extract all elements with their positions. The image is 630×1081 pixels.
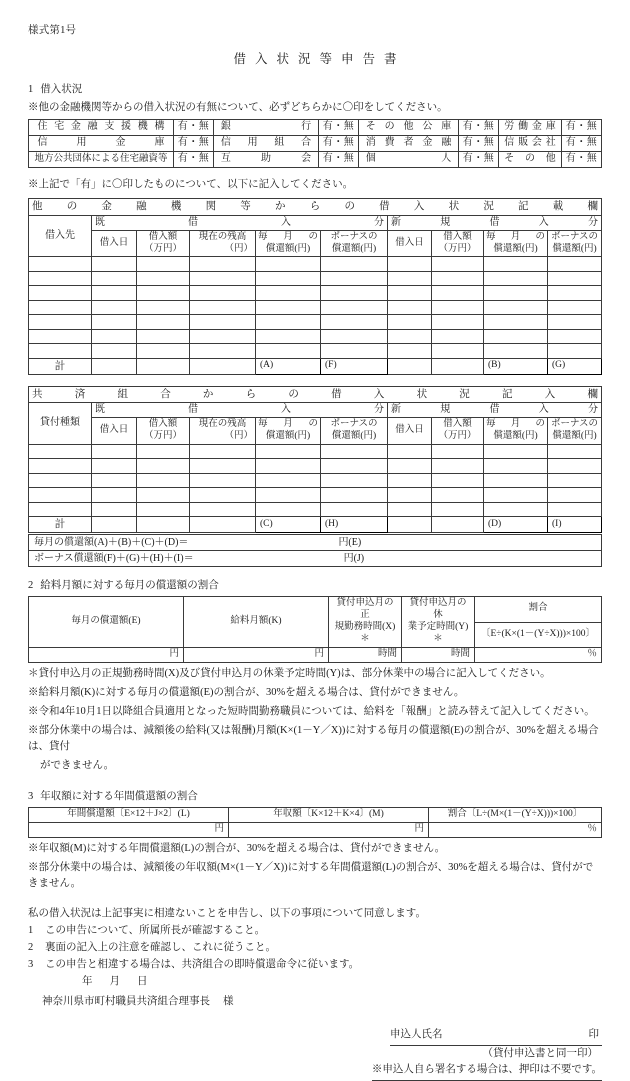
section2-note-0: ＊貸付申込月の正規勤務時間(X)及び貸付申込月の休業予定時間(Y)は、部分休業中の場合に記入してください。 xyxy=(28,667,551,679)
income-ratio-input[interactable]: ％ xyxy=(429,823,602,838)
entry-cell[interactable] xyxy=(321,473,388,488)
total-new-bonus[interactable]: (I) xyxy=(548,517,602,533)
entry-cell[interactable] xyxy=(432,271,484,286)
existing-group-header: 既借入分 xyxy=(92,402,388,418)
entry-cell[interactable] xyxy=(484,286,548,301)
institution-cell: 銀行 xyxy=(214,120,319,136)
table-row xyxy=(29,459,602,474)
entry-cell[interactable] xyxy=(388,300,432,315)
total-cell xyxy=(92,517,137,533)
entry-cell[interactable] xyxy=(29,444,92,459)
entry-cell[interactable] xyxy=(321,257,388,272)
ratio-formula-header: 〔E÷(K×(1－(Y÷X)))×100〕 xyxy=(475,622,602,647)
total-cell xyxy=(388,358,432,374)
table-row xyxy=(29,823,602,838)
entry-cell[interactable] xyxy=(29,473,92,488)
column-header: ボーナスの 償還額(円) xyxy=(548,418,602,444)
have-none-cell[interactable]: 有・無 xyxy=(459,120,499,136)
new-group-header: 新規借入分 xyxy=(388,215,602,231)
closing-item-number: 2 xyxy=(28,941,34,953)
entry-cell[interactable] xyxy=(432,329,484,344)
entry-cell[interactable] xyxy=(321,502,388,517)
entry-cell[interactable] xyxy=(388,286,432,301)
entry-cell[interactable] xyxy=(484,444,548,459)
entry-cell[interactable] xyxy=(190,257,256,272)
seal-label: 印 xyxy=(588,1028,599,1040)
table-row xyxy=(29,199,602,215)
entry-cell[interactable] xyxy=(484,329,548,344)
table-row xyxy=(29,315,602,330)
entry-cell[interactable] xyxy=(432,502,484,517)
entry-cell[interactable] xyxy=(137,286,190,301)
entry-cell[interactable] xyxy=(92,488,137,503)
section2-note-1: ※給料月額(K)に対する毎月の償還額(E)の割合が、30%を超える場合は、貸付ができません。 xyxy=(28,686,465,698)
entry-cell[interactable] xyxy=(388,315,432,330)
entry-cell[interactable] xyxy=(256,329,321,344)
entry-cell[interactable] xyxy=(256,271,321,286)
ratio-title-header: 割合 xyxy=(475,597,602,622)
column-header: ボーナスの 償還額(円) xyxy=(321,231,388,257)
entry-cell[interactable] xyxy=(388,257,432,272)
institution-cell: 労働金庫 xyxy=(499,120,562,136)
total-new-bonus[interactable]: (G) xyxy=(548,358,602,374)
entry-cell[interactable] xyxy=(548,444,602,459)
bonus-sum-value: 円(J) xyxy=(343,552,365,564)
institution-have-none-table xyxy=(28,119,602,168)
entry-cell[interactable] xyxy=(190,286,256,301)
table-row xyxy=(29,444,602,459)
entry-cell[interactable] xyxy=(92,257,137,272)
entry-cell[interactable] xyxy=(484,344,548,359)
regular-hours-input[interactable]: 時間 xyxy=(329,647,402,662)
table-row xyxy=(29,517,602,533)
entry-cell[interactable] xyxy=(92,271,137,286)
entry-cell[interactable] xyxy=(321,488,388,503)
entry-cell[interactable] xyxy=(190,315,256,330)
entry-cell[interactable] xyxy=(432,300,484,315)
annual-repayment-header: 年間償還額〔E×12＋J×2〕(L) xyxy=(29,808,229,823)
section3-note-0: ※年収額(M)に対する年間償還額(L)の割合が、30%を超える場合は、貸付ができません。 xyxy=(28,843,446,855)
closing-item-text: この申告について、所属所長が確認すること。 xyxy=(45,924,266,936)
institution-cell: その他 xyxy=(499,152,562,168)
entry-cell[interactable] xyxy=(29,315,92,330)
entry-cell[interactable] xyxy=(388,444,432,459)
total-label: 計 xyxy=(29,358,92,374)
table-row xyxy=(29,300,602,315)
entry-cell[interactable] xyxy=(92,459,137,474)
form-number: 様式第1号 xyxy=(28,25,77,36)
table-row xyxy=(29,473,602,488)
total-cell xyxy=(137,517,190,533)
entry-cell[interactable] xyxy=(548,286,602,301)
entry-cell[interactable] xyxy=(92,300,137,315)
entry-cell[interactable] xyxy=(137,315,190,330)
entry-cell[interactable] xyxy=(432,444,484,459)
income-ratio-table xyxy=(28,807,602,838)
column-header: 借入額 （万円） xyxy=(432,418,484,444)
column-header: 借入額 （万円） xyxy=(137,231,190,257)
entry-cell[interactable] xyxy=(388,459,432,474)
have-none-cell[interactable]: 有・無 xyxy=(174,136,214,152)
column-header: 借入額 （万円） xyxy=(432,231,484,257)
entry-cell[interactable] xyxy=(432,315,484,330)
total-cell xyxy=(432,517,484,533)
entry-cell[interactable] xyxy=(137,444,190,459)
bonus-sum-cell xyxy=(29,551,602,567)
entry-cell[interactable] xyxy=(388,329,432,344)
monthly-sum-label: 毎月の償還額(A)＋(B)＋(C)＋(D)＝ xyxy=(34,536,189,548)
party-header: 借入先 xyxy=(29,215,92,257)
date-line[interactable] xyxy=(28,973,602,990)
income-ratio-header: 割合〔L÷(M×(1－(Y÷X)))×100〕 xyxy=(429,808,602,823)
entry-cell[interactable] xyxy=(548,344,602,359)
entry-cell[interactable] xyxy=(92,329,137,344)
entry-cell[interactable] xyxy=(137,459,190,474)
entry-cell[interactable] xyxy=(190,502,256,517)
entry-cell[interactable] xyxy=(190,271,256,286)
table-row xyxy=(29,402,602,418)
addressee-name: 神奈川県市町村職員共済組合理事長 xyxy=(42,995,210,1007)
closing-intro: 私の借入状況は上記事実に相違ないことを申告し、以下の事項について同意します。 xyxy=(28,907,426,919)
have-none-cell[interactable]: 有・無 xyxy=(562,136,602,152)
table-row xyxy=(29,329,602,344)
section3-note-1: ※部分休業中の場合は、減額後の年収額(M×(1－Y／X))に対する年間償還額(L)の割合が、30%を超える場合は、貸付ができません。 xyxy=(28,862,594,889)
total-existing-bonus[interactable]: (F) xyxy=(321,358,388,374)
table-row xyxy=(29,152,602,168)
entry-cell[interactable] xyxy=(321,459,388,474)
entry-cell[interactable] xyxy=(256,488,321,503)
addressee-line xyxy=(28,993,602,1010)
column-header: 毎月の 償還額(円) xyxy=(484,231,548,257)
entry-cell[interactable] xyxy=(92,286,137,301)
entry-cell[interactable] xyxy=(388,488,432,503)
section1-heading xyxy=(28,81,602,96)
entry-cell[interactable] xyxy=(484,473,548,488)
applicant-name-row xyxy=(28,1027,602,1046)
salary-ratio-table xyxy=(28,596,602,663)
date-year-label: 年 xyxy=(82,975,93,987)
entry-cell[interactable] xyxy=(548,271,602,286)
table-row xyxy=(29,535,602,551)
entry-cell[interactable] xyxy=(484,502,548,517)
entry-cell[interactable] xyxy=(432,286,484,301)
section3-heading xyxy=(28,788,602,803)
closing-item-number: 3 xyxy=(28,958,34,970)
column-header: 毎月の 償還額(円) xyxy=(256,418,321,444)
section2-number: 2 xyxy=(28,580,34,592)
addressee-honorific: 様 xyxy=(223,995,234,1007)
institution-cell: 住宅金融支援機構 xyxy=(29,120,174,136)
table-row xyxy=(29,386,602,402)
entry-cell[interactable] xyxy=(484,459,548,474)
entry-cell[interactable] xyxy=(432,473,484,488)
entry-cell[interactable] xyxy=(321,444,388,459)
section3-number: 3 xyxy=(28,791,34,803)
entry-cell[interactable] xyxy=(137,344,190,359)
have-none-cell[interactable]: 有・無 xyxy=(562,120,602,136)
entry-cell[interactable] xyxy=(29,286,92,301)
entry-cell[interactable] xyxy=(256,473,321,488)
table-row xyxy=(29,286,602,301)
table-row xyxy=(29,344,602,359)
column-header: 借入日 xyxy=(92,231,137,257)
institution-cell: 互助会 xyxy=(214,152,319,168)
entry-cell[interactable] xyxy=(256,459,321,474)
entry-cell[interactable] xyxy=(321,300,388,315)
entry-cell[interactable] xyxy=(137,473,190,488)
seal-note: （貸付申込書と同一印） xyxy=(482,1047,598,1059)
entry-cell[interactable] xyxy=(29,459,92,474)
column-header: 借入日 xyxy=(92,418,137,444)
monthly-repayment-header: 毎月の償還額(E) xyxy=(29,597,184,648)
applicant-name-label: 申込人氏名 xyxy=(390,1028,443,1040)
total-existing-monthly[interactable]: (C) xyxy=(256,517,321,533)
existing-group-header: 既借入分 xyxy=(92,215,388,231)
new-group-header: 新規借入分 xyxy=(388,402,602,418)
column-header: 借入額 （万円） xyxy=(137,418,190,444)
entry-cell[interactable] xyxy=(548,300,602,315)
entry-cell[interactable] xyxy=(190,444,256,459)
salary-month-input[interactable]: 円 xyxy=(184,647,329,662)
table-row xyxy=(29,271,602,286)
entry-cell[interactable] xyxy=(29,271,92,286)
entry-cell[interactable] xyxy=(29,488,92,503)
entry-cell[interactable] xyxy=(190,459,256,474)
section2-title: 給料月額に対する毎月の償還額の割合 xyxy=(40,580,219,592)
entry-cell[interactable] xyxy=(321,344,388,359)
institution-cell: 地方公共団体による住宅融資等 xyxy=(29,152,174,168)
signature-note-row xyxy=(28,1062,602,1081)
closing-item xyxy=(28,956,602,973)
entry-cell[interactable] xyxy=(388,344,432,359)
have-none-cell[interactable]: 有・無 xyxy=(459,136,499,152)
closing-item-number: 1 xyxy=(28,924,34,936)
entry-cell[interactable] xyxy=(137,488,190,503)
total-cell xyxy=(432,358,484,374)
entry-cell[interactable] xyxy=(92,444,137,459)
entry-cell[interactable] xyxy=(548,315,602,330)
have-none-cell[interactable]: 有・無 xyxy=(174,152,214,168)
table-row xyxy=(29,488,602,503)
column-header: 借入日 xyxy=(388,231,432,257)
total-cell xyxy=(92,358,137,374)
have-none-cell[interactable]: 有・無 xyxy=(174,120,214,136)
entry-cell[interactable] xyxy=(432,257,484,272)
table-row xyxy=(29,808,602,823)
entry-cell[interactable] xyxy=(548,257,602,272)
entry-cell[interactable] xyxy=(256,502,321,517)
spacer xyxy=(28,777,602,788)
entry-cell[interactable] xyxy=(256,344,321,359)
date-day-label: 日 xyxy=(137,975,148,987)
entry-cell[interactable] xyxy=(484,271,548,286)
annual-repayment-input[interactable]: 円 xyxy=(29,823,229,838)
entry-cell[interactable] xyxy=(321,329,388,344)
table-row xyxy=(29,215,602,231)
total-cell xyxy=(137,358,190,374)
date-month-label: 月 xyxy=(109,975,120,987)
party-header: 貸付種類 xyxy=(29,402,92,444)
annual-income-input[interactable]: 円 xyxy=(229,823,429,838)
monthly-sum-cell xyxy=(29,535,602,551)
entry-cell[interactable] xyxy=(190,300,256,315)
entry-cell[interactable] xyxy=(548,329,602,344)
signature-note: ※申込人自ら署名する場合は、押印は不要です。 xyxy=(372,1062,602,1081)
total-label: 計 xyxy=(29,517,92,533)
total-cell xyxy=(388,517,432,533)
column-header: 現在の残高 （円） xyxy=(190,231,256,257)
section1-number: 1 xyxy=(28,84,34,95)
entry-cell[interactable] xyxy=(484,300,548,315)
section1-note-after: ※上記で「有」に〇印したものについて、以下に記入してください。 xyxy=(28,179,354,191)
table-row xyxy=(29,647,602,662)
column-header: 毎月の 償還額(円) xyxy=(484,418,548,444)
section1-note: ※他の金融機関等からの借入状況の有無について、必ずどちらかに〇印をしてください。 xyxy=(28,102,448,113)
entry-cell[interactable] xyxy=(256,257,321,272)
entry-cell[interactable] xyxy=(256,300,321,315)
have-none-cell[interactable]: 有・無 xyxy=(562,152,602,168)
entry-cell[interactable] xyxy=(29,502,92,517)
institution-cell: 信販会社 xyxy=(499,136,562,152)
section3-title: 年収額に対する年間償還額の割合 xyxy=(40,791,198,803)
entry-cell[interactable] xyxy=(137,300,190,315)
total-cell xyxy=(190,358,256,374)
entry-cell[interactable] xyxy=(321,315,388,330)
column-header: 毎月の 償還額(円) xyxy=(256,231,321,257)
entry-cell[interactable] xyxy=(137,271,190,286)
entry-cell[interactable] xyxy=(29,300,92,315)
entry-cell[interactable] xyxy=(256,286,321,301)
entry-cell[interactable] xyxy=(256,315,321,330)
entry-cell[interactable] xyxy=(388,473,432,488)
table-row xyxy=(29,358,602,374)
have-none-cell[interactable]: 有・無 xyxy=(319,152,359,168)
entry-cell[interactable] xyxy=(29,344,92,359)
section2-note-4: ができません。 xyxy=(40,759,115,771)
table-row xyxy=(29,120,602,136)
entry-cell[interactable] xyxy=(548,488,602,503)
column-header: ボーナスの 償還額(円) xyxy=(321,418,388,444)
table-row xyxy=(29,136,602,152)
annual-income-header: 年収額〔K×12＋K×4〕(M) xyxy=(229,808,429,823)
have-none-cell[interactable]: 有・無 xyxy=(319,136,359,152)
entry-cell[interactable] xyxy=(548,502,602,517)
column-header: ボーナスの 償還額(円) xyxy=(548,231,602,257)
institution-cell: 消費者金融 xyxy=(359,136,459,152)
other-institutions-loan-table xyxy=(28,198,602,374)
entry-cell[interactable] xyxy=(92,315,137,330)
bonus-sum-label: ボーナス償還額(F)＋(G)＋(H)＋(I)＝ xyxy=(34,552,194,564)
kyosai-loan-table xyxy=(28,386,602,533)
signature-block xyxy=(28,1027,602,1081)
entry-cell[interactable] xyxy=(432,344,484,359)
sum-lines-table xyxy=(28,534,602,567)
entry-cell[interactable] xyxy=(321,286,388,301)
institution-cell: 個人 xyxy=(359,152,459,168)
institution-cell: 信用組合 xyxy=(214,136,319,152)
total-existing-monthly[interactable]: (A) xyxy=(256,358,321,374)
entry-cell[interactable] xyxy=(190,344,256,359)
section2-heading xyxy=(28,577,602,592)
institution-cell: 信用金庫 xyxy=(29,136,174,152)
entry-cell[interactable] xyxy=(388,271,432,286)
entry-cell[interactable] xyxy=(190,473,256,488)
regular-hours-header: 貸付申込月の正 規勤務時間(X)＊ xyxy=(329,597,402,648)
entry-cell[interactable] xyxy=(29,329,92,344)
entry-cell[interactable] xyxy=(92,344,137,359)
have-none-cell[interactable]: 有・無 xyxy=(319,120,359,136)
table-row xyxy=(29,257,602,272)
have-none-cell[interactable]: 有・無 xyxy=(459,152,499,168)
table-row xyxy=(29,231,602,257)
total-cell xyxy=(190,517,256,533)
closing-item-text: 裏面の記入上の注意を確認し、これに従うこと。 xyxy=(45,941,276,953)
entry-cell[interactable] xyxy=(190,488,256,503)
institution-cell: その他公庫 xyxy=(359,120,459,136)
entry-cell[interactable] xyxy=(137,257,190,272)
entry-cell[interactable] xyxy=(484,257,548,272)
column-header: 現在の残高 （円） xyxy=(190,418,256,444)
total-new-monthly[interactable]: (B) xyxy=(484,358,548,374)
closing-item xyxy=(28,922,602,939)
entry-cell[interactable] xyxy=(484,488,548,503)
entry-cell[interactable] xyxy=(190,329,256,344)
column-header: 借入日 xyxy=(388,418,432,444)
entry-cell[interactable] xyxy=(432,459,484,474)
entry-cell[interactable] xyxy=(321,271,388,286)
section2-note-2: ※令和4年10月1日以降組合員適用となった短時間勤務職員については、給料を「報酬」と読み替えて記入してください。 xyxy=(28,706,595,718)
closing-item-text: この申告と相違する場合は、共済組合の即時償還命令に従います。 xyxy=(45,958,360,970)
section1-title: 借入状況 xyxy=(40,84,83,95)
leave-hours-input[interactable]: 時間 xyxy=(402,647,475,662)
entry-cell[interactable] xyxy=(137,502,190,517)
table-banner: 他の金融機関等からの借入状況記載欄 xyxy=(29,199,602,215)
entry-cell[interactable] xyxy=(388,502,432,517)
entry-cell[interactable] xyxy=(548,473,602,488)
table-row xyxy=(29,418,602,444)
leave-hours-header: 貸付申込月の休 業予定時間(Y)＊ xyxy=(402,597,475,648)
table-row xyxy=(29,551,602,567)
entry-cell[interactable] xyxy=(92,502,137,517)
closing-item xyxy=(28,939,602,956)
table-row xyxy=(29,597,602,622)
salary-ratio-input[interactable]: ％ xyxy=(475,647,602,662)
total-existing-bonus[interactable]: (H) xyxy=(321,517,388,533)
table-row xyxy=(29,502,602,517)
entry-cell[interactable] xyxy=(432,488,484,503)
total-new-monthly[interactable]: (D) xyxy=(484,517,548,533)
monthly-repayment-input[interactable]: 円 xyxy=(29,647,184,662)
salary-month-header: 給料月額(K) xyxy=(184,597,329,648)
entry-cell[interactable] xyxy=(256,444,321,459)
document-title: 借入状況等申告書 xyxy=(233,52,406,66)
entry-cell[interactable] xyxy=(484,315,548,330)
closing-block xyxy=(28,905,602,1010)
entry-cell[interactable] xyxy=(29,257,92,272)
applicant-name-field[interactable] xyxy=(390,1027,602,1046)
section2-note-3: ※部分休業中の場合は、減額後の給料(又は報酬)月額(K×(1－Y／X))に対する毎月の償還額(E)の割合が、30%を超える場合は、貸付 xyxy=(28,725,599,752)
entry-cell[interactable] xyxy=(92,473,137,488)
entry-cell[interactable] xyxy=(548,459,602,474)
table-banner: 共済組合からの借入状況記入欄 xyxy=(29,386,602,402)
monthly-sum-value: 円(E) xyxy=(338,536,362,548)
entry-cell[interactable] xyxy=(137,329,190,344)
